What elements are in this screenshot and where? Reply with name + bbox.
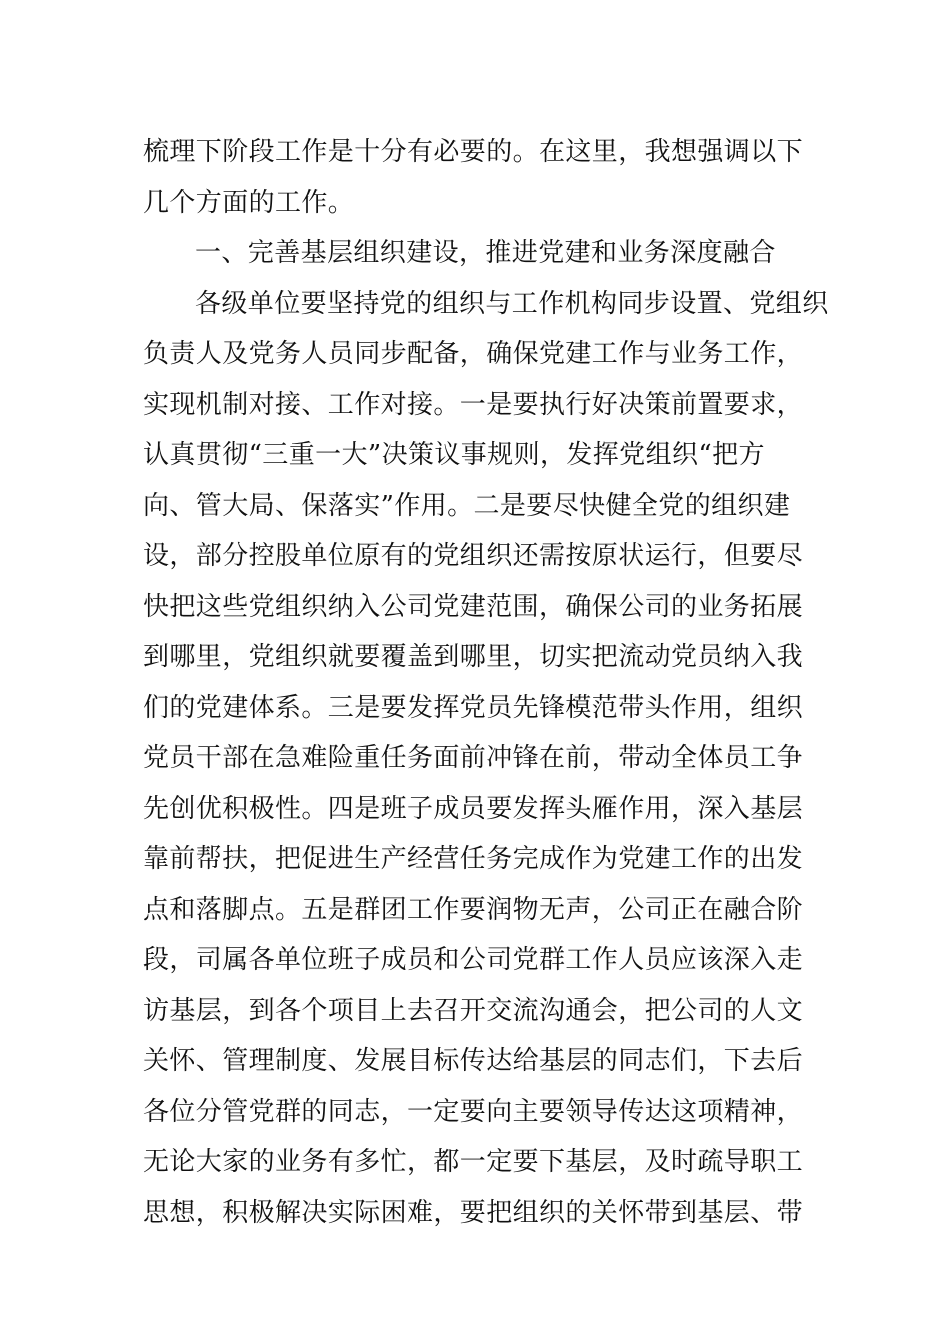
text-line: 各级单位要坚持党的组织与工作机构同步设置、党组织 <box>195 288 829 319</box>
text-line: 快把这些党组织纳入公司党建范围，确保公司的业务拓展 <box>143 591 804 622</box>
text-line: 靠前帮扶，把促进生产经营任务完成作为党建工作的出发 <box>143 844 804 874</box>
text-line: 思想，积极解决实际困难，要把组织的关怀带到基层、带 <box>143 1197 804 1228</box>
text-line: 关怀、管理制度、发展目标传达给基层的同志们，下去后 <box>143 1046 804 1076</box>
text-line: 到哪里，党组织就要覆盖到哪里，切实把流动党员纳入我 <box>143 642 804 672</box>
text-line: 向、管大局、保落实”作用。二是要尽快健全党的组织建 <box>143 490 791 521</box>
text-line: 认真贯彻“三重一大”决策议事规则，发挥党组织“把方 <box>143 440 765 470</box>
text-line: 党员干部在急难险重任务面前冲锋在前，带动全体员工争 <box>143 743 804 773</box>
text-line: 们的党建体系。三是要发挥党员先锋模范带头作用，组织 <box>143 692 804 723</box>
text-line: 先创优积极性。四是班子成员要发挥头雁作用，深入基层 <box>143 793 804 824</box>
text-line: 各位分管党群的同志，一定要向主要领导传达这项精神， <box>143 1096 804 1127</box>
text-line: 段，司属各单位班子成员和公司党群工作人员应该深入走 <box>143 945 804 975</box>
text-line: 无论大家的业务有多忙，都一定要下基层，及时疏导职工 <box>143 1147 804 1177</box>
text-line: 实现机制对接、工作对接。一是要执行好决策前置要求， <box>143 389 804 420</box>
text-line: 负责人及党务人员同步配备，确保党建工作与业务工作， <box>143 339 804 369</box>
text-line: 设，部分控股单位原有的党组织还需按原状运行，但要尽 <box>143 541 804 571</box>
text-line: 梳理下阶段工作是十分有必要的。在这里，我想强调以下 <box>143 137 804 167</box>
text-line: 点和落脚点。五是群团工作要润物无声，公司正在融合阶 <box>143 894 804 925</box>
text-line: 几个方面的工作。 <box>143 187 355 218</box>
document-body <box>143 127 829 1238</box>
section-heading: 一、完善基层组织建设，推进党建和业务深度融合 <box>195 238 776 268</box>
text-line: 访基层，到各个项目上去召开交流沟通会，把公司的人文 <box>143 995 804 1026</box>
